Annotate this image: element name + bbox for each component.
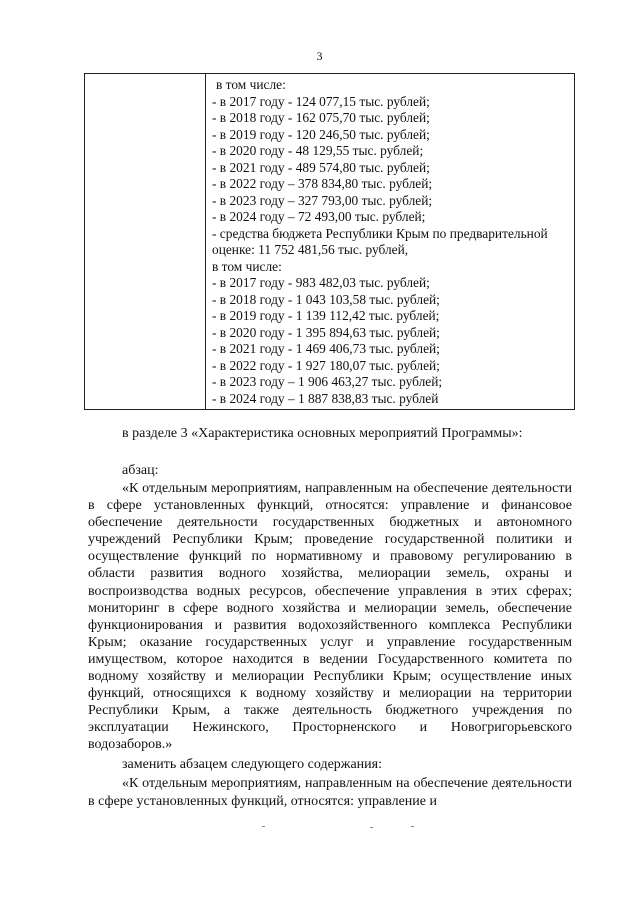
table-row: - в 2021 году - 1 469 406,73 тыс. рублей; — [212, 341, 440, 356]
table-row: - в 2023 году – 1 906 463,27 тыс. рублей; — [212, 374, 443, 389]
table-right-column — [212, 77, 572, 407]
table-row: - в 2023 году – 327 793,00 тыс. рублей; — [212, 192, 433, 208]
table-left-column — [85, 74, 206, 409]
page-number: 3 — [316, 49, 323, 63]
table-row: - в 2022 году - 1 927 180,07 тыс. рублей; — [212, 357, 440, 373]
section-heading: в разделе 3 «Характеристика основных мероприятий Программы»: — [122, 426, 523, 441]
table-row: - в 2020 году - 1 395 894,63 тыс. рублей; — [212, 324, 440, 340]
table-row: - в 2018 году - 1 043 103,58 тыс. рублей; — [212, 291, 440, 307]
quoted-paragraph-text: «К отдельным мероприятиям, направленным на обеспечение деятельности в сфере установленных функций, относятся: управление и финансовое обеспечение деятельности государственных бюджетных и автономного учреждений Республики Крым; проведение государственной политики и осуществление функций по нормативному и правовому регулированию в области развития водного хозяйства, мелиорации земель, охраны и воспроизводства водных ресурсов, обеспечение управления в этих сферах; мониторинг в сфере водного хозяйства и мелиорации земель, обеспечение функционирования и развития водохозяйственного комплекса Республики Крым; оказание государственных услуг и управление государственным имуществом, которое находится в ведении Государственного комитета по водному хозяйству и мелиорации Республики Крым; осуществление иных функций, относящихся к водному хозяйству и мелиорации на территории Республики Крым, а также деятельность бюджетного учреждения по эксплуатации Нежинского, Просторненского и Новогригорьевского водозаборов.» — [88, 481, 572, 753]
scan-artifact — [262, 826, 265, 827]
table-row: - в 2017 году - 124 077,15 тыс. рублей; — [212, 93, 430, 109]
scan-artifact — [370, 827, 373, 828]
table-row: - средства бюджета Республики Крым по предварительной оценке: 11 752 481,56 тыс. рублей, — [212, 225, 548, 257]
table-row: - в 2018 году - 162 075,70 тыс. рублей; — [212, 110, 430, 125]
scan-artifact — [411, 826, 414, 827]
quoted-paragraph — [88, 480, 572, 754]
budget-table — [84, 73, 575, 410]
table-row: - в 2021 году - 489 574,80 тыс. рублей; — [212, 159, 430, 175]
table-row: - в 2020 году - 48 129,55 тыс. рублей; — [212, 143, 424, 158]
table-row: - в 2017 году - 983 482,03 тыс. рублей; — [212, 275, 430, 290]
table-row: в том числе: — [212, 258, 282, 274]
replacement-paragraph-text: «К отдельным мероприятиям, направленным на обеспечение деятельности в сфере установленных функций, относятся: управление и — [88, 776, 572, 809]
replace-instruction: заменить абзацем следующего содержания: — [122, 757, 382, 772]
table-row: - в 2024 году – 72 493,00 тыс. рублей; — [212, 209, 426, 224]
replacement-paragraph — [88, 775, 572, 810]
table-row: - в 2024 году – 1 887 838,83 тыс. рублей — [212, 390, 439, 406]
table-row: - в 2019 году - 120 246,50 тыс. рублей; — [212, 126, 430, 142]
table-row: - в 2022 году – 378 834,80 тыс. рублей; — [212, 176, 433, 191]
table-row: - в 2019 году - 1 139 112,42 тыс. рублей; — [212, 308, 440, 323]
paragraph-label: абзац: — [122, 463, 159, 478]
table-row: в том числе: — [216, 77, 286, 92]
